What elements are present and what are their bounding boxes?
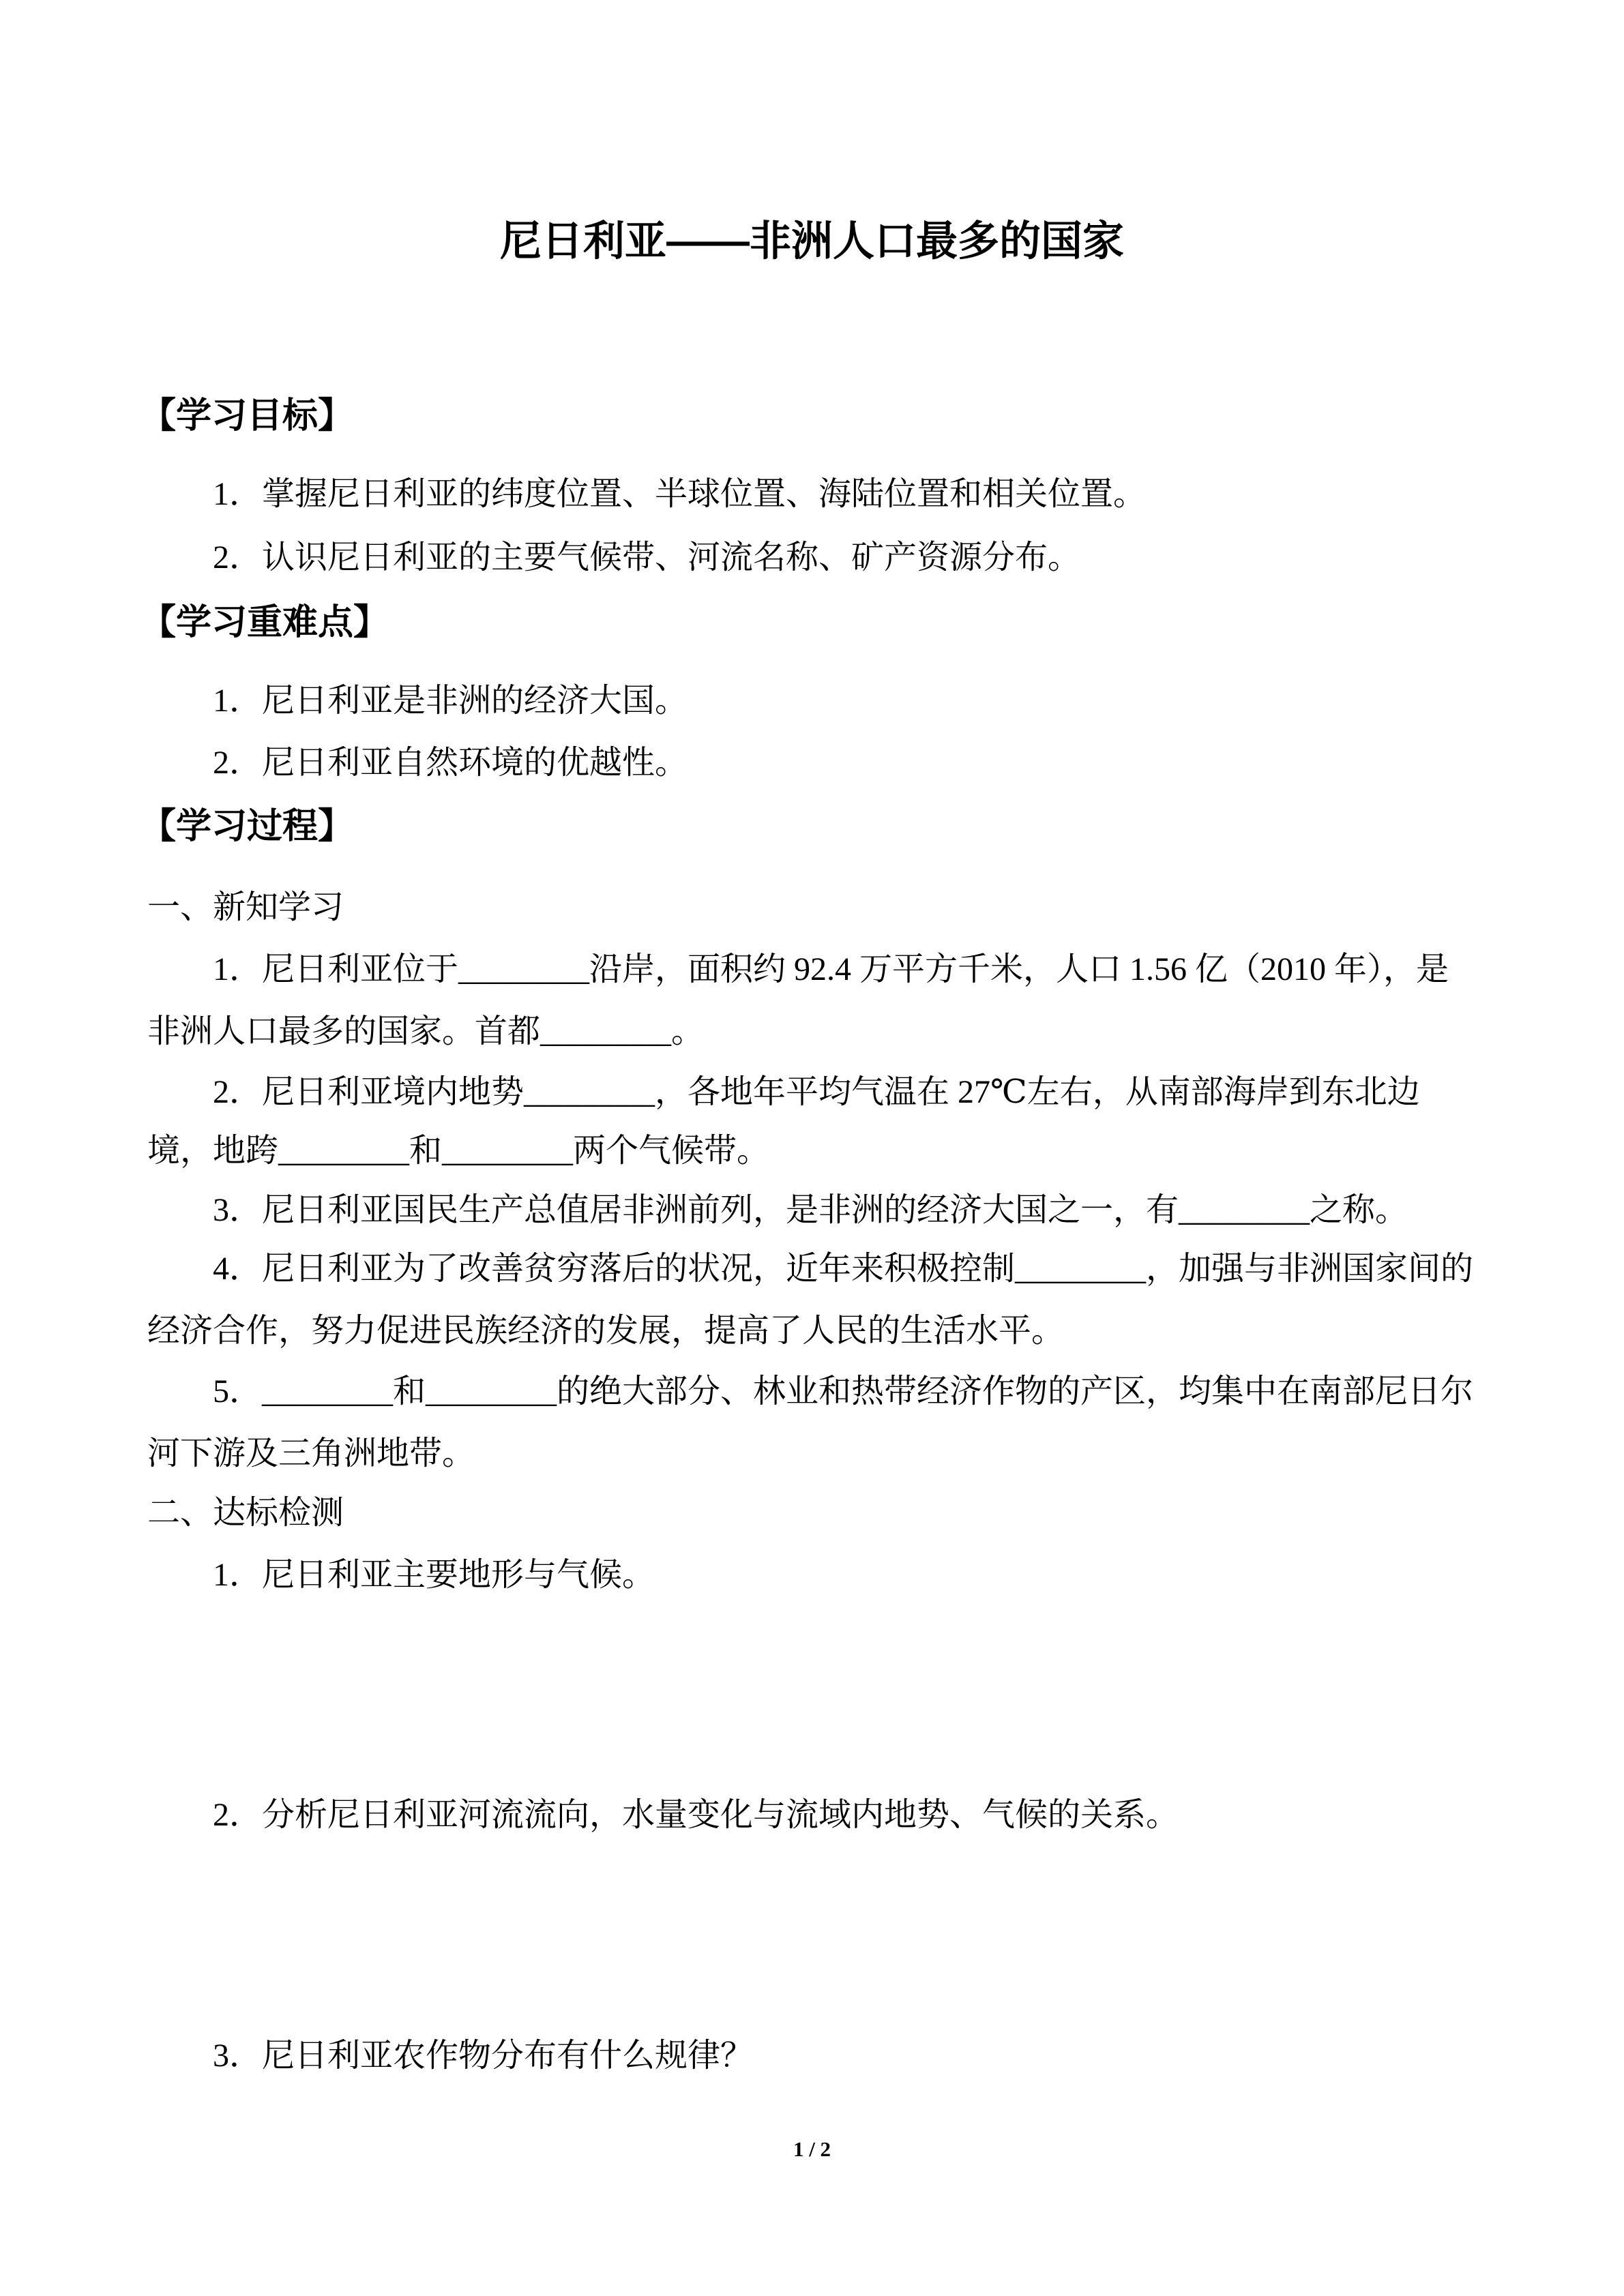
page-number: 1 / 2 xyxy=(793,2137,831,2161)
objective-item: 1．掌握尼日利亚的纬度位置、半球位置、海陆位置和相关位置。 xyxy=(213,476,1147,512)
question-line: 境，地跨________和________两个气候带。 xyxy=(147,1133,770,1169)
section-heading-objectives: 【学习目标】 xyxy=(141,396,354,436)
question-line: 2．尼日利亚境内地势________，各地年平均气温在 27℃左右，从南部海岸到东北边 xyxy=(213,1074,1420,1110)
assessment-question: 1．尼日利亚主要地形与气候。 xyxy=(213,1557,655,1593)
section-heading-process: 【学习过程】 xyxy=(141,807,354,846)
subsection-heading-new-knowledge: 一、新知学习 xyxy=(147,889,344,925)
question-line: 经济合作，努力促进民族经济的发展，提高了人民的生活水平。 xyxy=(147,1313,1065,1349)
question-line: 3．尼日利亚国民生产总值居非洲前列，是非洲的经济大国之一，有________之称。 xyxy=(213,1192,1408,1228)
key-point-item: 2．尼日利亚自然环境的优越性。 xyxy=(213,745,688,781)
question-line: 河下游及三角洲地带。 xyxy=(147,1435,475,1472)
question-line: 1．尼日利亚位于________沿岸，面积约 92.4 万平方千米，人口 1.56 亿（2010 年），是 xyxy=(213,951,1449,987)
question-line: 4．尼日利亚为了改善贫穷落后的状况，近年来积极控制________，加强与非洲国家间的 xyxy=(213,1251,1474,1287)
assessment-question: 3．尼日利亚农作物分布有什么规律？ xyxy=(213,2038,754,2074)
question-line: 非洲人口最多的国家。首都________。 xyxy=(147,1013,705,1049)
objective-item: 2．认识尼日利亚的主要气候带、河流名称、矿产资源分布。 xyxy=(213,539,1081,576)
section-heading-key-points: 【学习重难点】 xyxy=(141,603,389,642)
subsection-heading-assessment: 二、达标检测 xyxy=(147,1495,344,1531)
key-point-item: 1．尼日利亚是非洲的经济大国。 xyxy=(213,683,688,719)
page-title: 尼日利亚——非洲人口最多的国家 xyxy=(499,218,1124,264)
assessment-question: 2．分析尼日利亚河流流向，水量变化与流域内地势、气候的关系。 xyxy=(213,1797,1179,1833)
question-line: 5．________和________的绝大部分、林业和热带经济作物的产区，均集中在南部尼日尔 xyxy=(213,1373,1474,1410)
